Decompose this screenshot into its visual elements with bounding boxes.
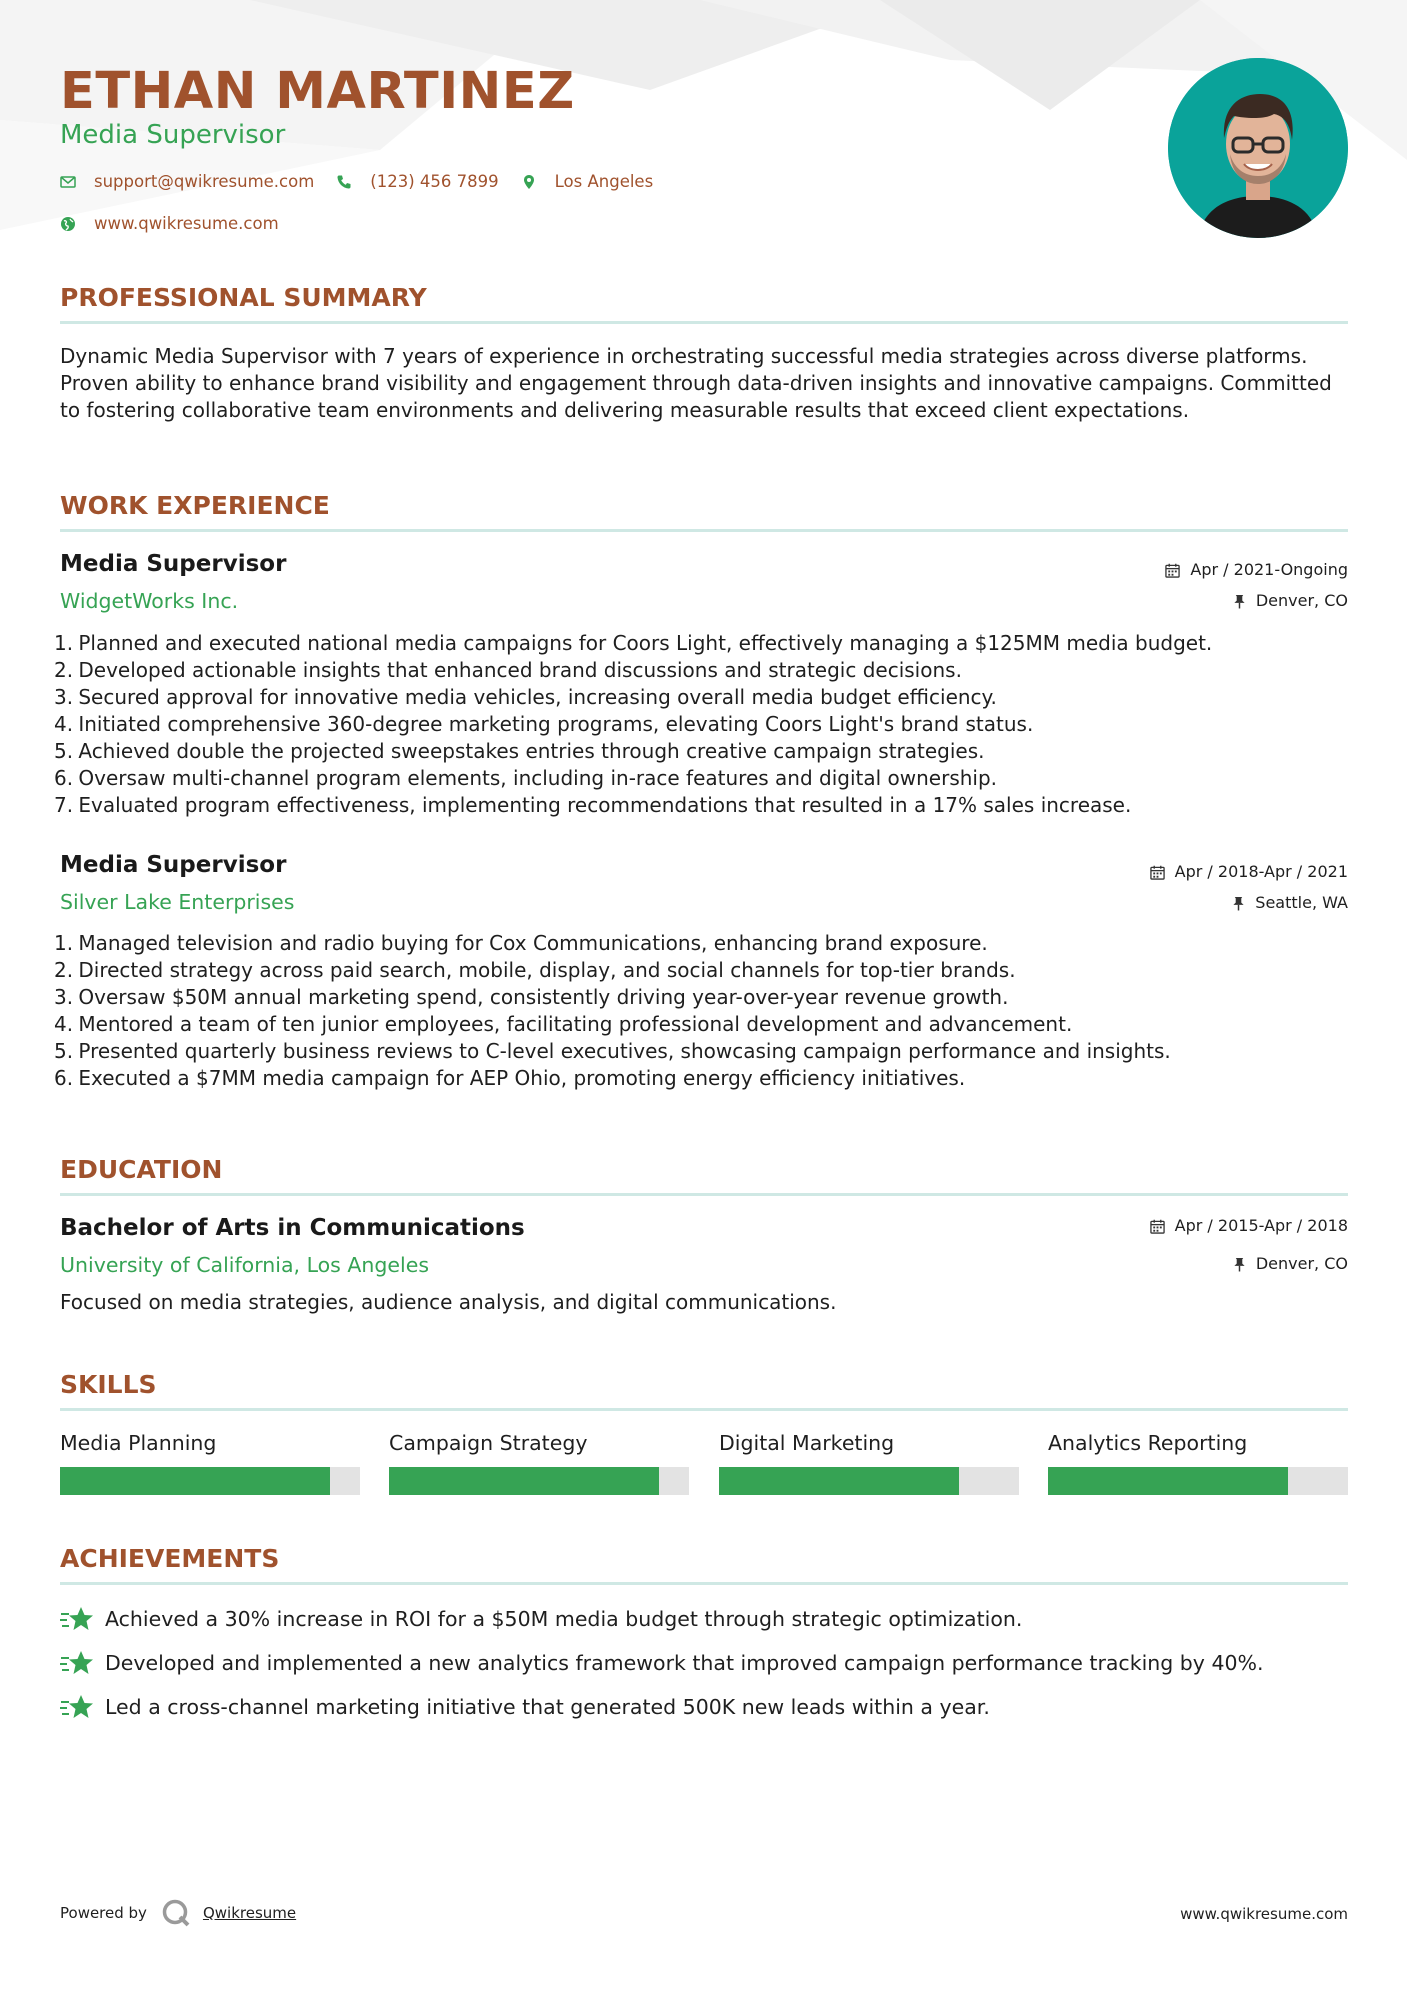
skill-name: Campaign Strategy [389,1431,588,1455]
job-dates-text: Apr / 2018-Apr / 2021 [1174,862,1348,881]
calendar-icon [1150,865,1165,880]
education-divider [60,1193,1348,1196]
globe-icon [60,216,76,232]
summary-text: Dynamic Media Supervisor with 7 years of experience in orchestrating successful media strategies across diverse platforms. Proven ability to enhance brand visibility and engagement through data-driven insights and innovative campaigns. Committed to fostering collaborative team environments and delivering measurable results that exceed client expectations. [60,344,1332,422]
contact-phone-text: (123) 456 7899 [370,172,499,191]
envelope-icon [60,174,76,190]
list-item: 6. Oversaw multi-channel program elements, including in-race features and digital ownership. [54,766,998,790]
list-item: 1. Planned and executed national media campaigns for Coors Light, effectively managing a $125MM media budget. [54,631,1213,655]
achievement-item [60,1649,1264,1677]
skills-section-title: SKILLS [60,1370,157,1399]
list-item: 6. Executed a $7MM media campaign for AEP Ohio, promoting energy efficiency initiatives. [54,1066,966,1090]
experience-divider [60,529,1348,532]
skill-name: Analytics Reporting [1048,1431,1248,1455]
pushpin-icon [1233,594,1246,609]
experience-section-title: WORK EXPERIENCE [60,491,330,520]
job-dates [1165,559,1348,581]
contact-email-text: support@qwikresume.com [94,172,315,191]
achievement-text: Developed and implemented a new analytics framework that improved campaign performance tracking by 40%. [105,1651,1264,1675]
skill-name: Digital Marketing [719,1431,895,1455]
achievements-divider [60,1582,1348,1585]
map-pin-icon [521,174,537,190]
education-section-title: EDUCATION [60,1155,223,1184]
contact-row-secondary [60,214,301,233]
contact-location-text: Los Angeles [554,172,654,191]
achievement-item [60,1693,990,1721]
job-bullet-list [54,930,1342,1092]
achievement-text: Achieved a 30% increase in ROI for a $50M media budget through strategic optimization. [105,1607,1023,1631]
candidate-name: ETHAN MARTINEZ [60,62,575,121]
skill-bar-fill [389,1467,659,1495]
skills-divider [60,1408,1348,1411]
education-description: Focused on media strategies, audience analysis, and digital communications. [60,1290,837,1314]
list-item: 7. Evaluated program effectiveness, implementing recommendations that resulted in a 17% sales increase. [54,793,1132,817]
skill-bar [1048,1467,1348,1495]
education-school: University of California, Los Angeles [60,1253,430,1277]
skill-bar-fill [1048,1467,1288,1495]
job-location-text: Seattle, WA [1255,893,1348,912]
list-item: 3. Secured approval for innovative media vehicles, increasing overall media budget efficiency. [54,685,997,709]
powered-by-label: Powered by [60,1904,147,1922]
candidate-role: Media Supervisor [60,120,286,150]
list-item: 4. Initiated comprehensive 360-degree marketing programs, elevating Coors Light's brand status. [54,712,1034,736]
job-company: WidgetWorks Inc. [60,589,239,613]
contact-phone[interactable] [336,172,498,191]
contact-email[interactable] [60,172,314,191]
education-dates [1150,1215,1348,1237]
education-dates-text: Apr / 2015-Apr / 2018 [1174,1216,1348,1235]
list-item: 2. Developed actionable insights that enhanced brand discussions and strategic decisions. [54,658,962,682]
job-title: Media Supervisor [60,852,287,878]
summary-section-title: PROFESSIONAL SUMMARY [60,283,427,312]
education-location-text: Denver, CO [1255,1254,1348,1273]
list-item: 3. Oversaw $50M annual marketing spend, consistently driving year-over-year revenue growth. [54,985,1009,1009]
list-item: 5. Achieved double the projected sweepstakes entries through creative campaign strategies. [54,739,985,763]
list-item: 2. Directed strategy across paid search, mobile, display, and social channels for top-tier brands. [54,958,1016,982]
pushpin-icon [1232,896,1245,911]
list-item: 1. Managed television and radio buying for Cox Communications, enhancing brand exposure. [54,931,988,955]
calendar-icon [1165,563,1180,578]
footer-powered-by [60,1898,296,1928]
education-location [1233,1253,1348,1275]
star-speed-icon [60,1605,94,1633]
qwikresume-link[interactable]: Qwikresume [202,1904,297,1922]
qwikresume-logo-icon [161,1898,191,1928]
contact-row-primary [60,172,675,191]
achievements-section-title: ACHIEVEMENTS [60,1544,280,1573]
profile-avatar-illustration [1168,58,1348,238]
job-dates [1150,861,1348,883]
footer-website[interactable]: www.qwikresume.com [1180,1905,1348,1923]
summary-divider [60,321,1348,324]
job-title: Media Supervisor [60,551,287,577]
job-location-text: Denver, CO [1255,591,1348,610]
list-item: 4. Mentored a team of ten junior employees, facilitating professional development and advancement. [54,1012,1073,1036]
skill-bar [389,1467,689,1495]
job-location [1232,892,1348,914]
skill-bar-fill [719,1467,959,1495]
contact-website[interactable] [60,214,279,233]
phone-icon [336,174,352,190]
profile-photo [1168,58,1348,238]
star-speed-icon [60,1649,94,1677]
skill-bar-fill [60,1467,330,1495]
job-dates-text: Apr / 2021-Ongoing [1190,560,1348,579]
job-bullet-list [54,630,1342,819]
education-degree: Bachelor of Arts in Communications [60,1215,525,1241]
star-speed-icon [60,1693,94,1721]
contact-location [521,172,654,191]
achievement-item [60,1605,1022,1633]
calendar-icon [1150,1219,1165,1234]
job-location [1233,590,1348,612]
achievement-text: Led a cross-channel marketing initiative that generated 500K new leads within a year. [105,1695,990,1719]
contact-website-text: www.qwikresume.com [94,214,279,233]
skill-bar [719,1467,1019,1495]
list-item: 5. Presented quarterly business reviews to C-level executives, showcasing campaign performance and insights. [54,1039,1171,1063]
job-company: Silver Lake Enterprises [60,890,295,914]
skill-name: Media Planning [60,1431,217,1455]
pushpin-icon [1233,1257,1246,1272]
skill-bar [60,1467,360,1495]
